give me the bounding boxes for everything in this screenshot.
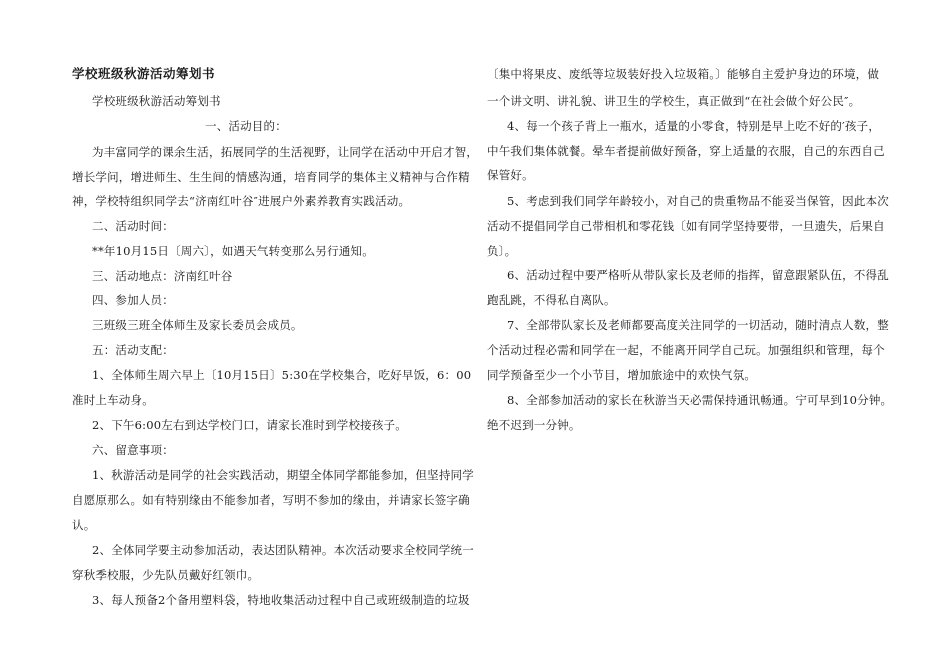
paragraph-line: 穿秋季校服，少先队员戴好红领巾。: [72, 568, 260, 582]
paragraph-line: 个活动过程必需和同学在一起，不能离开同学自己玩。加强组织和管理，每个: [487, 343, 885, 357]
document-title: 学校班级秋游活动筹划书: [72, 66, 216, 81]
paragraph-line: 增长学问，增进师生、生生间的情感沟通，培育同学的集体主义精神与合作精: [72, 170, 470, 184]
paragraph-line: 神，学校特组织同学去“济南红叶谷″进展户外素养教育实践活动。: [72, 194, 411, 208]
paragraph-line: 准时上车动身。: [72, 393, 154, 407]
paragraph-line: 2、下午6:00左右到达学校门口，请家长准时到学校接孩子。: [92, 418, 407, 432]
paragraph-line: 自愿原那么。如有特别缘由不能参加者，写明不参加的缘由，并请家长签字确: [72, 493, 470, 507]
paragraph-line: 认。: [72, 518, 96, 532]
paragraph-line: 5、考虑到我们同学年龄较小，对自己的贵重物品不能妥当保管，因此本次: [507, 194, 889, 208]
paragraph-line: 负〕。: [487, 244, 517, 258]
paragraph-line: 8、全部参加活动的家长在秋游当天必需保持通讯畅通。宁可早到10分钟。: [507, 393, 893, 407]
paragraph-line: 为丰富同学的课余生活，拓展同学的生活视野，让同学在活动中开启才智，: [92, 145, 479, 159]
paragraph-line: 4、每一个孩子背上一瓶水，适量的小零食，特别是早上吃不好的′孩子，: [507, 119, 881, 133]
section-heading-purpose: 一、活动目的：: [205, 119, 287, 133]
paragraph-line: 6、活动过程中要严格听从带队家长及老师的指挥，留意跟紧队伍，不得乱: [507, 268, 889, 282]
paragraph-line: 2、全体同学要主动参加活动，表达团队精神。本次活动要求全校同学统一: [92, 543, 474, 557]
paragraph-line: 活动不提倡同学自己带相机和零花钱〔如有同学坚持要带，一旦遗失，后果自: [487, 219, 885, 233]
paragraph-line: 绝不迟到一分钟。: [487, 418, 581, 432]
paragraph-line: 7、全部带队家长及老师都要高度关注同学的一切活动，随时清点人数，整: [507, 318, 889, 332]
paragraph-line: 三班级三班全体师生及家长委员会成员。: [92, 318, 303, 332]
paragraph-line: 保管好。: [487, 168, 534, 182]
paragraph-line: 〔集中将果皮、废纸等垃圾装好投入垃圾箱。〕能够自主爱护身边的环境，做: [487, 67, 880, 81]
paragraph-line: 3、每人预备2个备用塑料袋，特地收集活动过程中自己或班级制造的垃圾: [92, 593, 470, 607]
section-heading-participants: 四、参加人员：: [92, 293, 174, 307]
paragraph-line: 一个讲文明、讲礼貌、讲卫生的学校生，真正做到“在社会做个好公民″。: [487, 94, 861, 108]
paragraph-line: 跑乱跳，不得私自离队。: [487, 293, 616, 307]
section-heading-location: 三、活动地点：济南红叶谷: [92, 269, 233, 283]
paragraph-line: 1、全体师生周六早上〔10月15日〕5:30在学校集合，吃好早饭，6：00: [92, 368, 472, 382]
paragraph-line: 1、秋游活动是同学的社会实践活动，期望全体同学都能参加，但坚持同学: [92, 468, 474, 482]
section-heading-time: 二、活动时间：: [92, 219, 174, 233]
paragraph-line: 中午我们集体就餐。晕车者提前做好预备，穿上适量的衣服，自己的东西自己: [487, 144, 885, 158]
subtitle: 学校班级秋游活动筹划书: [92, 94, 221, 108]
paragraph-line: **年10月15日〔周六〕，如遇天气转变那么另行通知。: [92, 244, 374, 258]
section-heading-schedule: 五：活动支配：: [92, 343, 174, 357]
section-heading-notes: 六、留意事项：: [92, 443, 174, 457]
paragraph-line: 同学预备至少一个小节目，增加旅途中的欢快气氛。: [487, 368, 757, 382]
